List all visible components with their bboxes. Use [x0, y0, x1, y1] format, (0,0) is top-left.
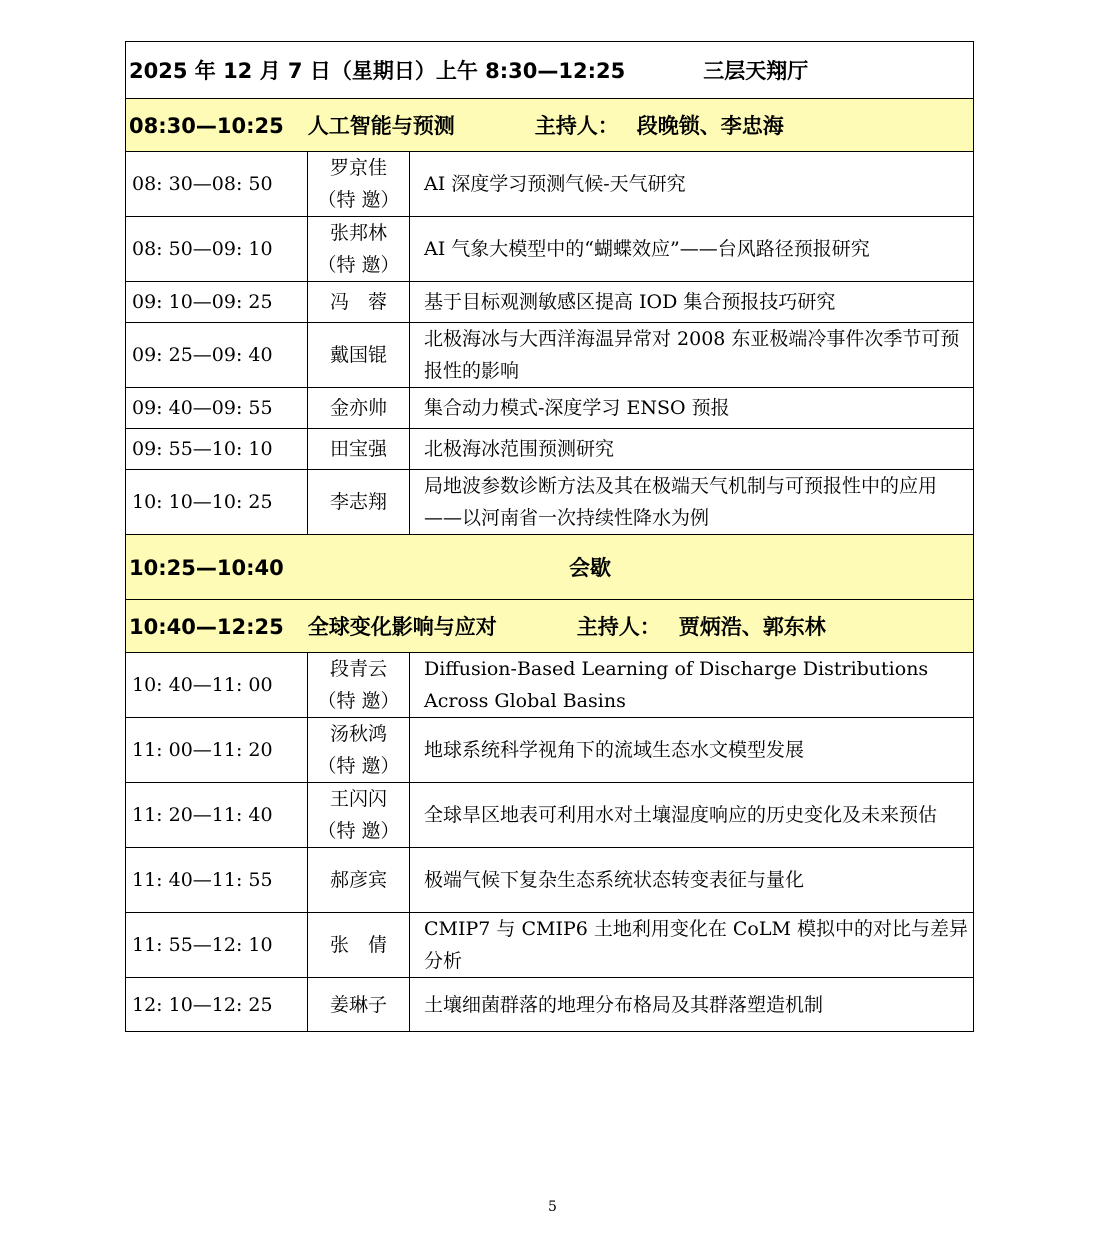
speaker-name: 郝彦宾: [329, 869, 387, 891]
talk-time: 08: 30—08: 50: [126, 152, 308, 217]
speaker-note: （特 邀）: [317, 254, 400, 276]
talk-row: [126, 718, 974, 783]
speaker-name: 李志翔: [329, 491, 387, 513]
speaker-cell: [308, 429, 410, 470]
talk-topic: 北极海冰范围预测研究: [410, 429, 974, 470]
talk-time: 10: 10—10: 25: [126, 470, 308, 535]
session-time: 08:30—10:25: [129, 114, 284, 138]
talk-topic: 集合动力模式-深度学习 ENSO 预报: [410, 388, 974, 429]
schedule-table: [125, 41, 974, 1032]
talk-row: [126, 282, 974, 323]
talk-topic: 极端气候下复杂生态系统状态转变表征与量化: [410, 848, 974, 913]
break-bar: [126, 535, 974, 600]
talk-time: 09: 40—09: 55: [126, 388, 308, 429]
speaker-cell: [308, 323, 410, 388]
talk-row: [126, 388, 974, 429]
talk-time: 12: 10—12: 25: [126, 978, 308, 1032]
session-hosts: 贾炳浩、郭东林: [678, 615, 826, 639]
session-hosts: 段晚锁、李忠海: [636, 114, 784, 138]
speaker-name: 金亦帅: [329, 397, 387, 419]
talk-row: [126, 978, 974, 1032]
speaker-name: 汤秋鸿: [329, 723, 387, 745]
talk-row: [126, 470, 974, 535]
speaker-note: （特 邀）: [317, 755, 400, 777]
talk-time: 08: 50—09: 10: [126, 217, 308, 282]
speaker-name: 田宝强: [329, 438, 387, 460]
speaker-name: 姜琳子: [329, 993, 387, 1016]
session-header: [126, 99, 974, 152]
speaker-name: 张邦林: [329, 222, 387, 244]
speaker-cell: [308, 470, 410, 535]
speaker-cell: [308, 718, 410, 783]
speaker-note: （特 邀）: [317, 690, 400, 712]
day-header-row: [126, 42, 974, 99]
talk-topic: 基于目标观测敏感区提高 IOD 集合预报技巧研究: [410, 282, 974, 323]
break-label: 会歇: [569, 556, 611, 580]
session-header-row: [126, 99, 974, 152]
speaker-cell: [308, 388, 410, 429]
talk-row: [126, 653, 974, 718]
session-header-row: [126, 600, 974, 653]
speaker-note: （特 邀）: [317, 820, 400, 842]
speaker-cell: [308, 913, 410, 978]
talk-time: 11: 20—11: 40: [126, 783, 308, 848]
speaker-cell: [308, 653, 410, 718]
break-row: [126, 535, 974, 600]
talk-row: [126, 323, 974, 388]
talk-topic: AI 气象大模型中的“蝴蝶效应”——台风路径预报研究: [410, 217, 974, 282]
day-header: [126, 42, 974, 99]
speaker-name: 王闪闪: [329, 788, 387, 810]
talk-time: 09: 25—09: 40: [126, 323, 308, 388]
host-label: 主持人：: [534, 114, 619, 138]
session-title: 全球变化影响与应对: [307, 615, 497, 639]
speaker-name: 戴国锟: [329, 344, 387, 366]
day-date-time: 2025 年 12 月 7 日（星期日）上午 8:30—12:25: [129, 59, 626, 83]
speaker-cell: [308, 217, 410, 282]
talk-row: [126, 848, 974, 913]
talk-row: [126, 783, 974, 848]
talk-time: 11: 00—11: 20: [126, 718, 308, 783]
talk-row: [126, 152, 974, 217]
talk-topic: 局地波参数诊断方法及其在极端天气机制与可预报性中的应用——以河南省一次持续性降水为例: [410, 470, 974, 535]
talk-topic: AI 深度学习预测气候-天气研究: [410, 152, 974, 217]
speaker-name: 罗京佳: [329, 157, 387, 179]
talk-time: 09: 55—10: 10: [126, 429, 308, 470]
talk-time: 11: 55—12: 10: [126, 913, 308, 978]
speaker-cell: [308, 152, 410, 217]
speaker-note: （特 邀）: [317, 189, 400, 211]
speaker-name: 张 倩: [329, 934, 387, 956]
talk-time: 09: 10—09: 25: [126, 282, 308, 323]
talk-row: [126, 913, 974, 978]
talk-row: [126, 217, 974, 282]
talk-time: 11: 40—11: 55: [126, 848, 308, 913]
talk-topic: 土壤细菌群落的地理分布格局及其群落塑造机制: [410, 978, 974, 1032]
talk-topic: 全球旱区地表可利用水对土壤湿度响应的历史变化及未来预估: [410, 783, 974, 848]
break-time: 10:25—10:40: [129, 556, 284, 580]
speaker-cell: [308, 783, 410, 848]
speaker-cell: [308, 848, 410, 913]
talk-time: 10: 40—11: 00: [126, 653, 308, 718]
speaker-cell: [308, 282, 410, 323]
talk-row: [126, 429, 974, 470]
speaker-name: 冯 蓉: [329, 291, 387, 313]
room-name: 三层天翔厅: [703, 59, 809, 83]
speaker-name: 段青云: [329, 658, 387, 680]
talk-topic: Diffusion-Based Learning of Discharge Distributions Across Global Basins: [410, 653, 974, 718]
talk-topic: 地球系统科学视角下的流域生态水文模型发展: [410, 718, 974, 783]
talk-topic: 北极海冰与大西洋海温异常对 2008 东亚极端冷事件次季节可预报性的影响: [410, 323, 974, 388]
page-number: 5: [548, 1199, 557, 1215]
session-title: 人工智能与预测: [307, 114, 455, 138]
speaker-cell: [308, 978, 410, 1032]
session-header: [126, 600, 974, 653]
session-time: 10:40—12:25: [129, 615, 284, 639]
talk-topic: CMIP7 与 CMIP6 土地利用变化在 CoLM 模拟中的对比与差异分析: [410, 913, 974, 978]
host-label: 主持人：: [576, 615, 661, 639]
